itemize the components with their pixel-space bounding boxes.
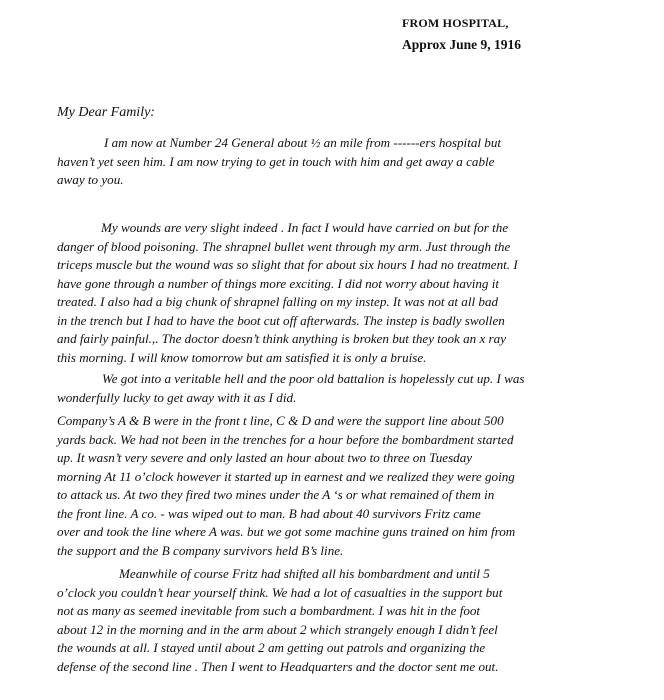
paragraph-line: in the trench but I had to have the boot cut off afterwards. The instep is badly swollen [57, 312, 505, 328]
paragraph-5 [57, 565, 577, 676]
paragraph-line: this morning. I will know tomorrow but am satisfied it is only a bruise. [57, 349, 427, 365]
paragraph-line: defense of the second line . Then I went to Headquarters and the doctor sent me out. [57, 658, 499, 674]
paragraph-line: o’clock you couldn’t hear yourself think. We had a lot of casualties in the support but [57, 584, 503, 600]
paragraph-line: over and took the line where A was. but we got some machine guns trained on him from [57, 524, 516, 539]
letter-header [402, 13, 521, 55]
paragraph-3 [57, 370, 577, 407]
paragraph-line: to attack us. At two they fired two mines under the A ‘s or what remained of them in [57, 487, 495, 502]
paragraph-line: yards back. We had not been in the trenches for a hour before the bombardment started [57, 431, 514, 447]
paragraph-line: haven’t yet seen him. I am now trying to get in touch with him and get away a cable [57, 153, 495, 169]
paragraph-line: have gone through a number of things more exciting. I did not worry about having it [57, 275, 499, 291]
paragraph-2 [57, 219, 577, 367]
paragraph-line: the front line. A co. - was wiped out to man. B had about 40 survivors Fritz came [57, 505, 481, 521]
paragraph-line: and fairly painful.,. The doctor doesn’t think anything is broken but they took an x ray [57, 331, 507, 346]
paragraph-line: triceps muscle but the wound was so slight that for about six hours I had no treatment. I [57, 257, 518, 272]
paragraph-line: My wounds are very slight indeed . In fact I would have carried on but for the [101, 220, 509, 235]
header-from: FROM HOSPITAL, [402, 16, 509, 30]
paragraph-line: up. It wasn’t very severe and only lasted an hour about two to three on Tuesday [57, 450, 473, 465]
header-date: Approx June 9, 1916 [402, 37, 522, 52]
paragraph-line: danger of blood poisoning. The shrapnel bullet went through my arm. Just through the [57, 238, 511, 254]
paragraph-line: the support and the B company survivors held B’s line. [57, 542, 344, 558]
paragraph-4 [57, 412, 577, 560]
paragraph-line: about 12 in the morning and in the arm about 2 which strangely enough I didn’t feel [57, 621, 498, 637]
paragraph-line: away to you. [57, 172, 124, 187]
paragraph-line: Meanwhile of course Fritz had shifted all his bombardment and until 5 [119, 566, 490, 581]
paragraph-line: morning At 11 o’clock however it started up in earnest and we realized they were going [57, 468, 515, 484]
salutation: My Dear Family: [57, 105, 155, 120]
paragraph-line: Company’s A & B were in the front t line, C & D and were the support line about 500 [57, 413, 504, 428]
paragraph-1 [57, 134, 577, 190]
paragraph-line: treated. I also had a big chunk of shrapnel falling on my instep. It was not at all bad [57, 294, 499, 309]
paragraph-line: I am now at Number 24 General about ½ an mile from ------ers hospital but [104, 135, 502, 150]
paragraph-line: not as many as seemed inevitable from such a bombardment. I was hit in the foot [57, 603, 481, 618]
paragraph-line: wonderfully lucky to get away with it as I did. [57, 389, 297, 405]
paragraph-line: We got into a veritable hell and the poor old battalion is hopelessly cut up. I was [102, 371, 525, 386]
paragraph-line: the wounds at all. I stayed until about 2 am getting out patrols and organizing the [57, 640, 486, 655]
